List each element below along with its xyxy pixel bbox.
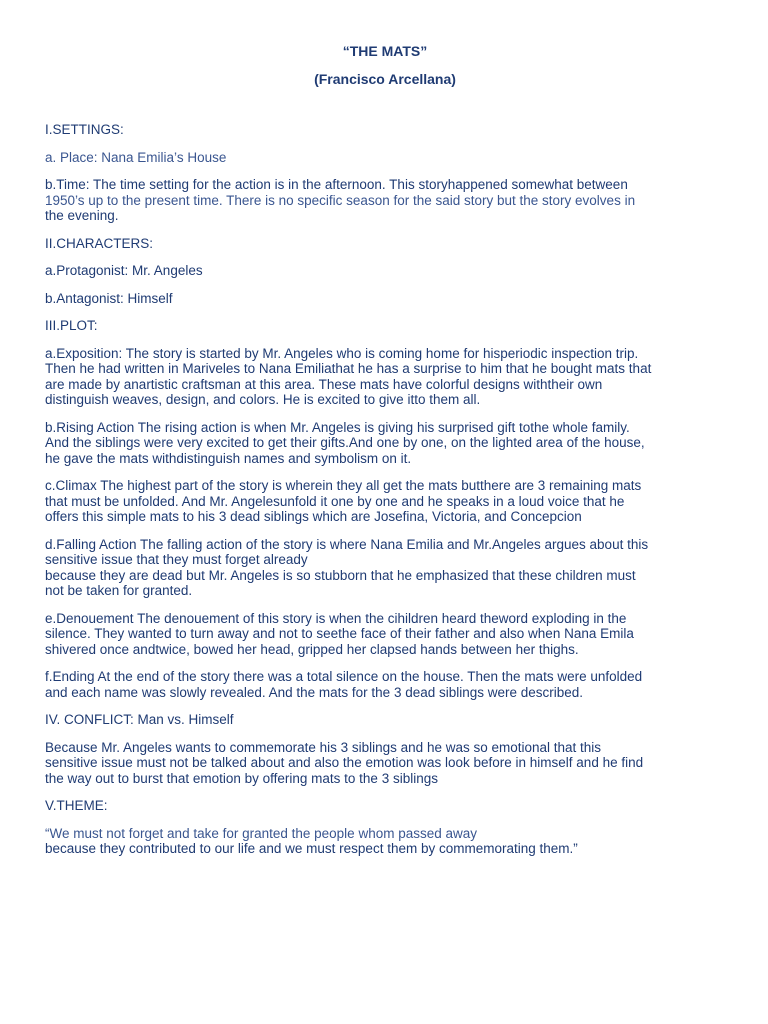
theme-quote: [45, 826, 725, 857]
plot-falling-action-line: not be taken for granted.: [45, 583, 193, 598]
plot-denouement-line: e.Denouement The denouement of this story is when the cihildren heard theword exploding in the: [45, 610, 627, 626]
document-author: (Francisco Arcellana): [314, 70, 456, 87]
plot-rising-action-line: b.Rising Action The rising action is when Mr. Angeles is giving his surprised gift tothe whole family.: [45, 419, 630, 435]
plot-rising-action: [45, 420, 725, 467]
plot-exposition: [45, 346, 725, 408]
characters-antagonist: b.Antagonist: Himself: [45, 290, 173, 306]
characters-heading: II.CHARACTERS:: [45, 235, 154, 251]
settings-heading: I.SETTINGS:: [45, 122, 124, 137]
plot-climax-line: that must be unfolded. And Mr. Angelesunfold it one by one and he speaks in a loud voice that he: [45, 493, 625, 509]
document-page: [45, 44, 725, 857]
settings-time-line: the evening.: [45, 208, 119, 223]
plot-climax-line: c.Climax The highest part of the story is wherein they all get the mats butthere are 3 remaining mats: [45, 478, 642, 493]
settings-time-line: b.Time: The time setting for the action is in the afternoon. This storyhappened somewhat between: [45, 177, 628, 192]
plot-climax-line: offers this simple mats to his 3 dead siblings which are Josefina, Victoria, and Concepcion: [45, 509, 582, 524]
plot-exposition-line: a.Exposition: The story is started by Mr. Angeles who is coming home for hisperiodic inspection trip.: [45, 345, 639, 361]
plot-denouement-line: silence. They wanted to turn away and not to seethe face of their father and also when Nana Emila: [45, 626, 634, 641]
plot-exposition-line: are made by anartistic craftsman at this area. These mats have colorful designs withtheir own: [45, 376, 603, 392]
conflict-body: [45, 740, 725, 787]
document-title: “THE MATS”: [342, 43, 428, 59]
plot-ending: [45, 669, 725, 700]
settings-place: a. Place: Nana Emilia’s House: [45, 149, 227, 165]
plot-falling-action: [45, 537, 725, 599]
plot-falling-action-line: because they are dead but Mr. Angeles is so stubborn that he emphasized that these children must: [45, 567, 636, 583]
theme-heading: V.THEME:: [45, 798, 108, 813]
characters-protagonist: a.Protagonist: Mr. Angeles: [45, 263, 203, 278]
plot-falling-action-line: d.Falling Action The falling action of the story is where Nana Emilia and Mr.Angeles argues about this: [45, 536, 649, 552]
plot-exposition-line: distinguish weaves, design, and colors. He is excited to give itto them all.: [45, 392, 481, 407]
theme-quote-line: “We must not forget and take for granted the people whom passed away: [45, 825, 477, 841]
plot-rising-action-line: he gave the mats withdistinguish names and symbolism on it.: [45, 450, 412, 466]
plot-denouement-line: shivered once andtwice, bowed her head, gripped her clapsed hands between her thighs.: [45, 641, 579, 657]
conflict-heading: IV. CONFLICT: Man vs. Himself: [45, 712, 234, 727]
plot-falling-action-line: sensitive issue that they must forget already: [45, 552, 308, 567]
conflict-body-line: Because Mr. Angeles wants to commemorate his 3 siblings and he was so emotional that this: [45, 739, 602, 755]
settings-time: [45, 177, 725, 224]
theme-quote-line: because they contributed to our life and we must respect them by commemorating them.”: [45, 841, 578, 856]
plot-exposition-line: Then he had written in Mariveles to Nana Emiliathat he has a surprise to him that he bought mats that: [45, 361, 652, 376]
plot-heading: III.PLOT:: [45, 318, 98, 333]
plot-denouement: [45, 611, 725, 658]
plot-climax: [45, 478, 725, 525]
settings-time-line: 1950’s up to the present time. There is no specific season for the said story but the story evolves in: [45, 192, 636, 208]
conflict-body-line: the way out to burst that emotion by offering mats to the 3 siblings: [45, 770, 438, 786]
plot-ending-line: and each name was slowly revealed. And the mats for the 3 dead siblings were described.: [45, 684, 584, 700]
plot-rising-action-line: And the siblings were very excited to get their gifts.And one by one, on the lighted area of the house,: [45, 435, 645, 450]
plot-ending-line: f.Ending At the end of the story there was a total silence on the house. Then the mats were unfolded: [45, 669, 643, 684]
conflict-body-line: sensitive issue must not be talked about and also the emotion was look before in himself and he find: [45, 755, 644, 770]
